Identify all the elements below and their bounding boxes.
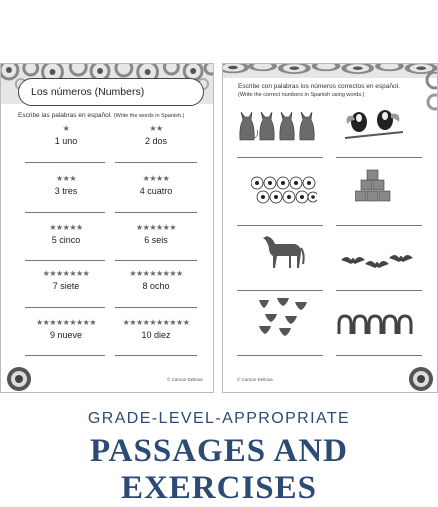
star-count-icons: ★ [62, 124, 70, 133]
number-item [23, 174, 109, 197]
number-word: 5 cinco [51, 235, 81, 245]
star-count-icons: ★★★★★ [49, 223, 83, 232]
number-item [23, 124, 109, 147]
answer-line[interactable] [237, 355, 323, 356]
number-word: 1 uno [54, 136, 78, 146]
answer-line[interactable] [25, 307, 105, 308]
number-word: 2 dos [144, 136, 168, 146]
right-instruction [238, 83, 423, 99]
soccer-balls-illustration [251, 175, 317, 207]
star-count-icons: ★★★★★★★★ [129, 269, 183, 278]
toucans-illustration [343, 106, 405, 142]
corner-circle-icon [7, 367, 31, 391]
number-item [113, 269, 199, 292]
number-word: 6 seis [144, 235, 168, 245]
answer-line[interactable] [336, 290, 422, 291]
star-count-icons: ★★★★★★★★★★ [122, 318, 190, 327]
promo-banner [0, 393, 438, 506]
answer-line[interactable] [115, 355, 197, 356]
number-item [113, 174, 199, 197]
banner-subtitle: GRADE-LEVEL-APPROPRIATE [87, 410, 351, 427]
number-word: 4 cuatro [139, 186, 173, 196]
left-instruction-note: (Write the words in Spanish.) [113, 113, 185, 119]
right-worksheet-page [222, 63, 438, 393]
cats-illustration [237, 108, 317, 142]
worksheet-title-text: Los números (Numbers) [31, 86, 145, 98]
answer-line[interactable] [115, 212, 197, 213]
star-count-icons: ★★★★★★★★★ [35, 318, 97, 327]
number-item [23, 269, 109, 292]
answer-line[interactable] [115, 162, 197, 163]
bats-illustration [341, 252, 415, 272]
number-item [113, 318, 199, 341]
number-word: 3 tres [54, 186, 78, 196]
corner-circle-icon [409, 367, 433, 391]
star-count-icons: ★★★★ [142, 174, 170, 183]
copyright-text: © Carson-Dellosa [167, 377, 203, 382]
blocks-illustration [355, 168, 391, 204]
left-worksheet-page [0, 63, 214, 393]
answer-line[interactable] [237, 225, 323, 226]
star-count-icons: ★★★★★★★ [42, 269, 90, 278]
banner-title: PASSAGES AND EXERCISES [89, 433, 349, 506]
answer-line[interactable] [115, 307, 197, 308]
number-item [113, 223, 199, 246]
answer-line[interactable] [25, 212, 105, 213]
star-count-icons: ★★★ [55, 174, 76, 183]
answer-line[interactable] [115, 260, 197, 261]
decorative-circle-border [223, 64, 437, 78]
number-word: 9 nueve [49, 330, 83, 340]
answer-line[interactable] [25, 162, 105, 163]
copyright-text: © Carson-Dellosa [237, 377, 273, 382]
answer-line[interactable] [237, 157, 323, 158]
left-instruction-text: Escribe las palabras en español. [18, 112, 112, 119]
spinning-tops-illustration [255, 296, 311, 338]
star-count-icons: ★★★★★★ [135, 223, 177, 232]
answer-line[interactable] [25, 355, 105, 356]
worksheet-title [18, 78, 204, 106]
number-item [23, 318, 109, 341]
answer-line[interactable] [237, 290, 323, 291]
number-item [113, 124, 199, 147]
answer-line[interactable] [25, 260, 105, 261]
answer-line[interactable] [336, 157, 422, 158]
star-count-icons: ★★ [149, 124, 163, 133]
number-word: 8 ocho [142, 281, 170, 291]
number-word: 10 diez [141, 330, 171, 340]
worms-illustration [337, 314, 413, 336]
left-instruction [18, 112, 184, 120]
answer-line[interactable] [336, 225, 422, 226]
number-word: 7 siete [52, 281, 80, 291]
number-item [23, 223, 109, 246]
answer-line[interactable] [336, 355, 422, 356]
horse-illustration [261, 234, 305, 270]
right-instruction-note: (Write the correct numbers in Spanish using words.) [238, 92, 365, 98]
right-instruction-text: Escribe con palabras los números correctos en español. [238, 83, 400, 90]
